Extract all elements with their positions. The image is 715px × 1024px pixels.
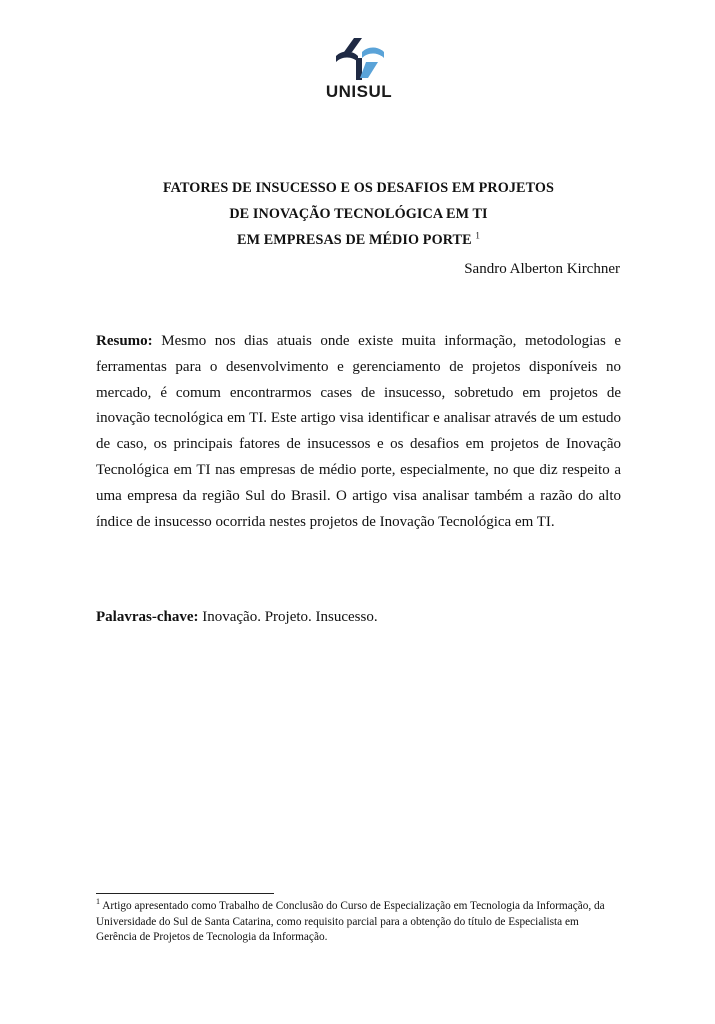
unisul-emblem-icon: [332, 34, 386, 84]
footnote-text: Artigo apresentado como Trabalho de Conclusão do Curso de Especialização em Tecnologia da Informação, da Universidade do Sul de Santa Catarina, como requisito parcial para a obtenção do título de Especialista em Gerência de Projetos de Tecnologia da Informação.: [96, 900, 605, 943]
keywords-paragraph: [96, 607, 621, 627]
title-footnote-mark: 1: [475, 230, 480, 241]
footnote: [96, 899, 621, 946]
paper-title: [96, 175, 621, 253]
abstract-label: Resumo:: [96, 333, 153, 349]
keywords-text: Inovação. Projeto. Insucesso.: [202, 609, 378, 625]
unisul-logo: [318, 34, 400, 102]
logo-wordmark: UNISUL: [325, 82, 393, 101]
abstract-text: Mesmo nos dias atuais onde existe muita informação, metodologias e ferramentas para o desenvolvimento e gerenciamento de projetos disponíveis no mercado, é comum encontrarmos cases de insucesso, sobretudo em projetos de inovação tecnológica em TI. Este artigo visa identificar e analisar através de um estudo de caso, os principais fatores de insucessos e os desafios em projetos de Inovação Tecnológica em TI nas empresas de médio porte, especialmente, no que diz respeito a uma empresa da região Sul do Brasil. O artigo visa analisar também a razão do alto índice de insucesso ocorrida nestes projetos de Inovação Tecnológica em TI.: [96, 333, 622, 530]
abstract-paragraph: [96, 329, 621, 535]
title-line-3: [96, 227, 621, 253]
author-name: Sandro Alberton Kirchner: [464, 261, 620, 277]
footnote-divider: [96, 893, 274, 894]
title-line-2: DE INOVAÇÃO TECNOLÓGICA EM TI: [229, 206, 488, 222]
title-line-1: FATORES DE INSUCESSO E OS DESAFIOS EM PROJETOS: [162, 180, 555, 196]
title-line-3-text: EM EMPRESAS DE MÉDIO PORTE: [237, 232, 472, 248]
footnote-mark: 1: [96, 897, 100, 907]
keywords-label: Palavras-chave:: [96, 609, 199, 625]
